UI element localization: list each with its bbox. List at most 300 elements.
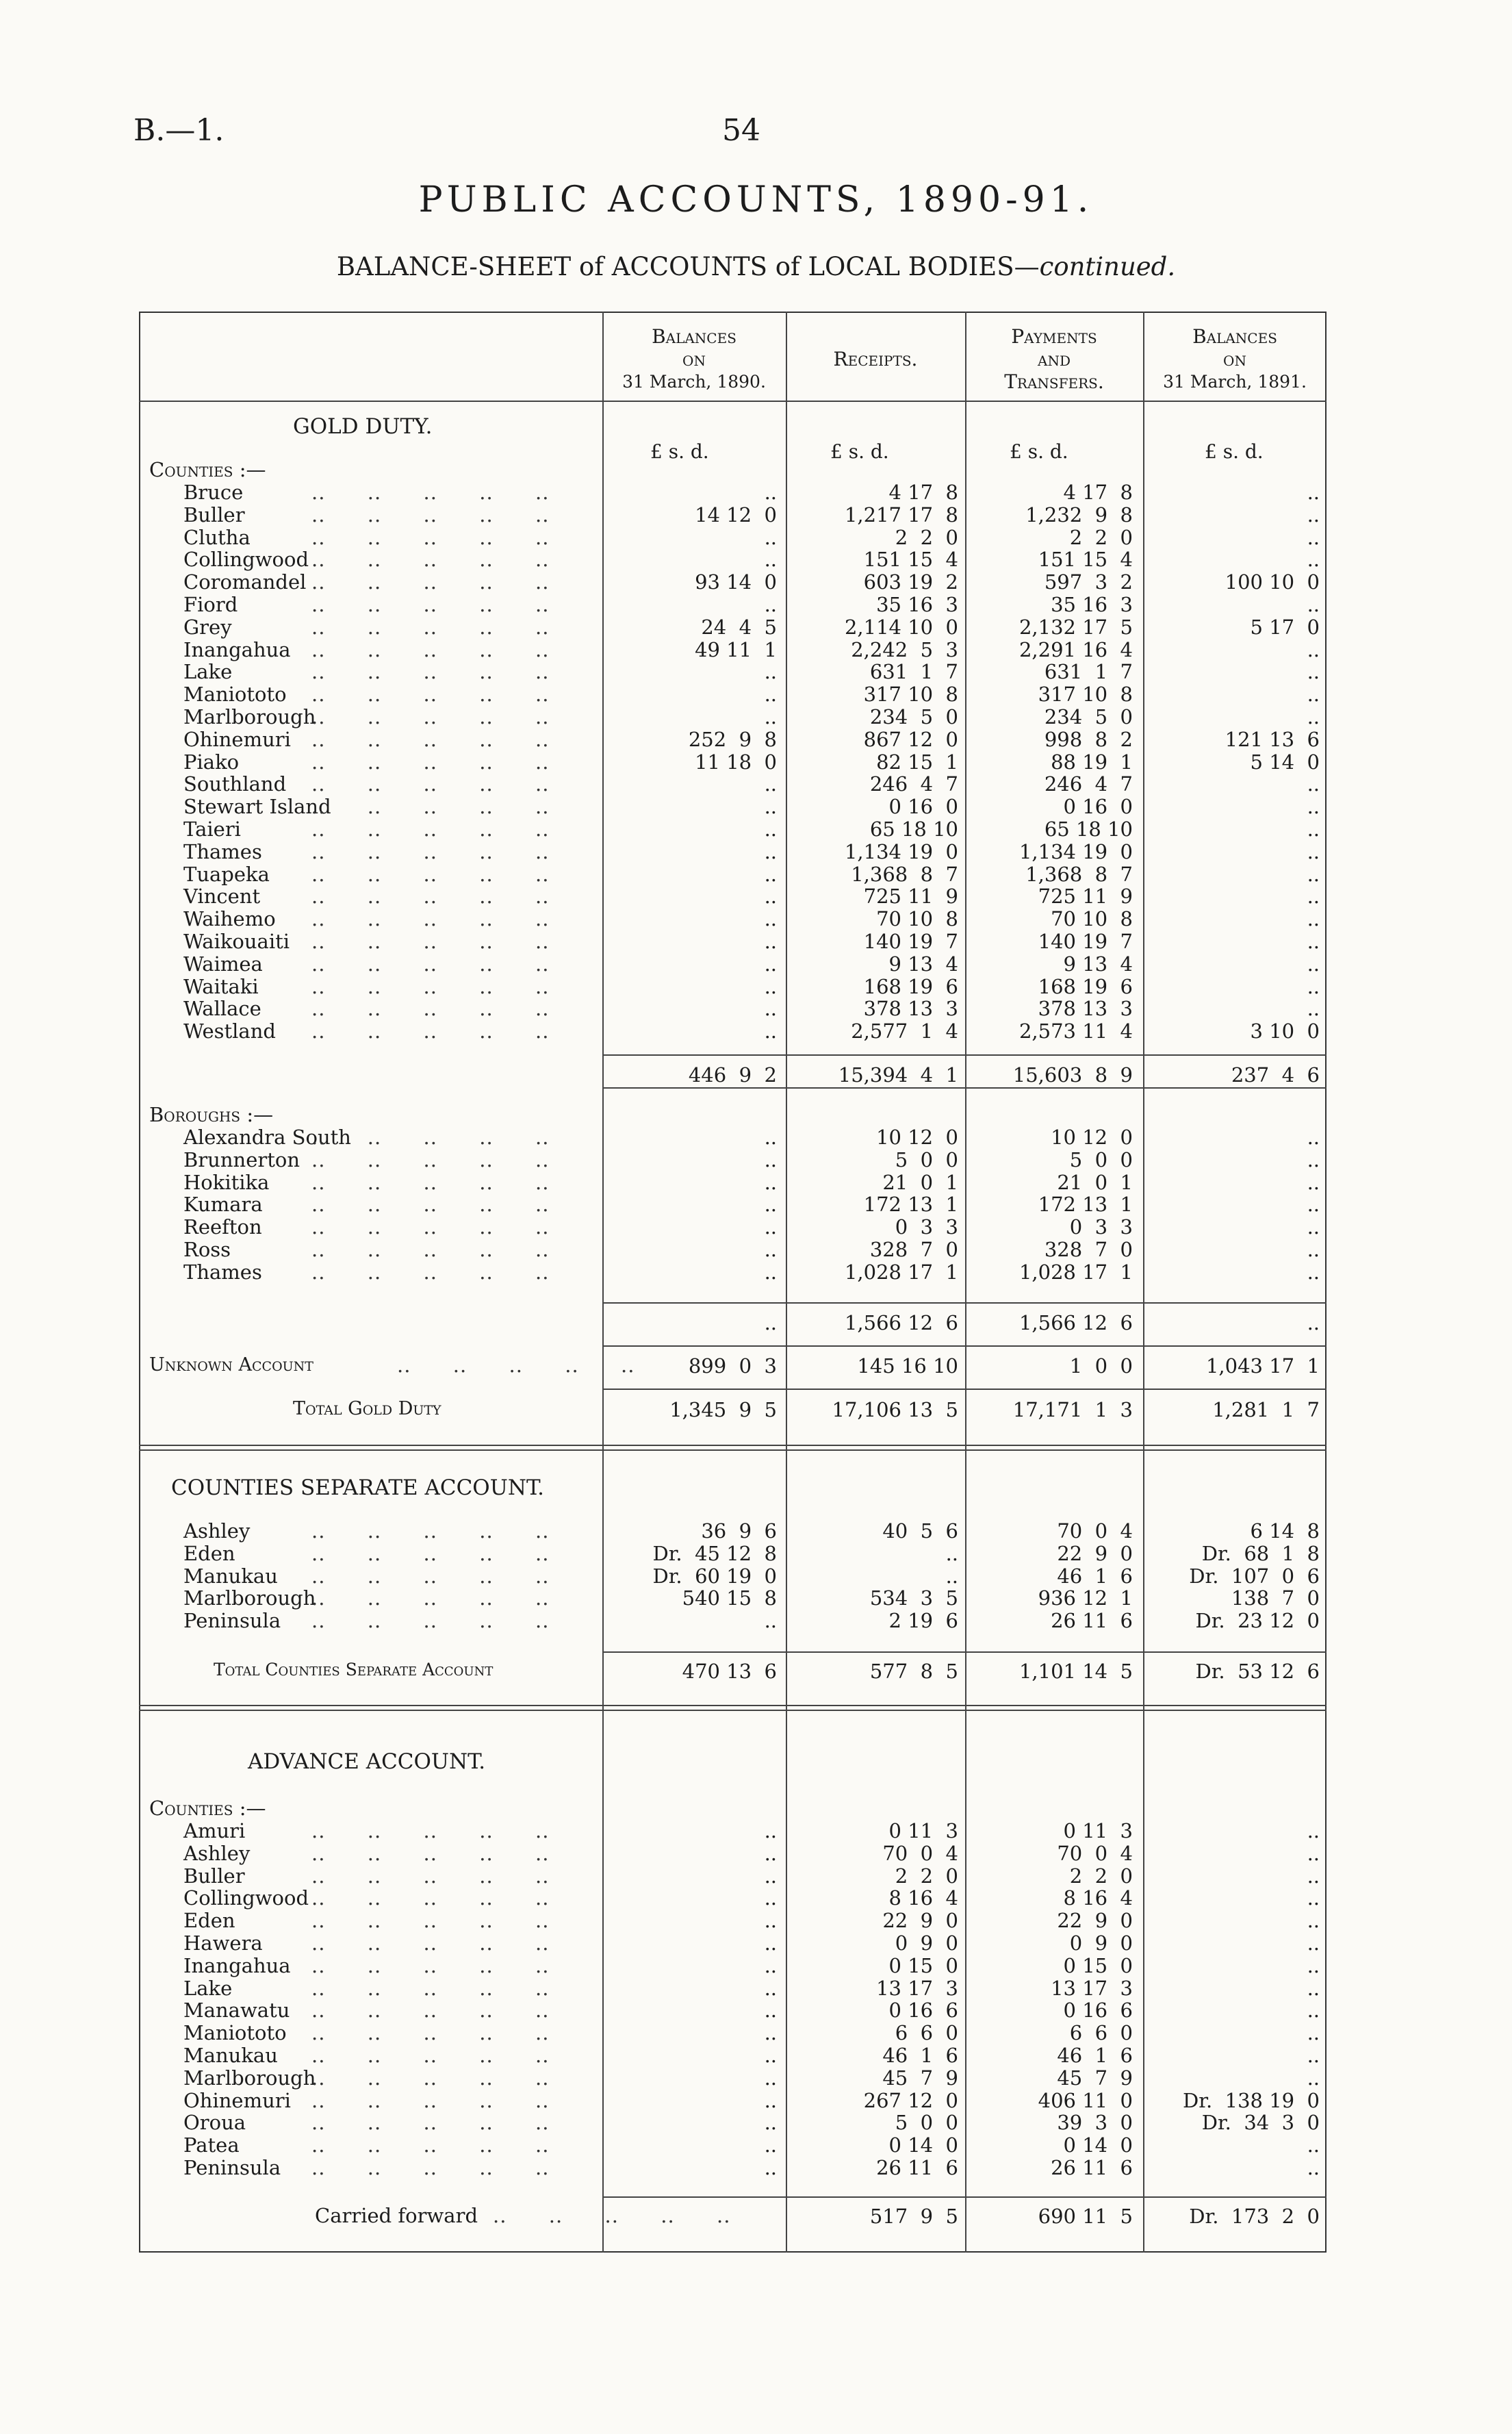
cell-value: 22 9 0 <box>882 1909 958 1933</box>
row-label: Ross <box>183 1238 231 1261</box>
cell-value: 328 7 0 <box>869 1238 958 1261</box>
leader-dots: .. .. .. .. .. <box>311 974 550 998</box>
column-header-receipts: Receipts. <box>833 348 918 370</box>
cell-value: 140 19 7 <box>863 930 958 953</box>
leader-dots: .. .. .. .. .. <box>311 907 550 931</box>
row-label: Inangahua <box>183 1953 291 1977</box>
row-label: Maniototo <box>183 683 287 707</box>
leader-dots: .. .. .. .. .. <box>311 1541 550 1565</box>
cell-value: 172 13 1 <box>863 1193 958 1217</box>
leader-dots: .. .. .. .. .. <box>311 1586 550 1610</box>
cell-value: 26 11 6 <box>1051 2156 1133 2179</box>
cell-value: 46 1 6 <box>1057 2044 1133 2067</box>
cell-value: 21 0 1 <box>882 1170 958 1194</box>
cell-value: 5 0 0 <box>895 2111 958 2135</box>
cell-value: .. <box>1307 1999 1320 2023</box>
cell-value: 36 9 6 <box>701 1519 777 1543</box>
cell-value: 140 19 7 <box>1038 930 1133 953</box>
cell-value: 1,217 17 8 <box>844 503 958 527</box>
cell-value: Dr. 107 0 6 <box>1189 1564 1320 1588</box>
cell-value: .. <box>1307 525 1320 549</box>
row-label: Buller <box>183 1864 245 1888</box>
cell-value: 13 17 3 <box>876 1976 958 2000</box>
row-label: Fiord <box>183 593 238 616</box>
leader-dots: .. .. .. .. .. <box>311 727 550 751</box>
cell-value: .. <box>1307 772 1320 796</box>
cell-value: 2 2 0 <box>895 525 958 549</box>
cell-value: 0 16 6 <box>888 1999 958 2023</box>
cell-value: .. <box>1307 997 1320 1021</box>
cell-value: 0 9 0 <box>895 1931 958 1955</box>
cell-value: .. <box>764 683 777 707</box>
cell-value: .. <box>1307 795 1320 819</box>
leader-dots: .. .. .. .. .. <box>311 817 550 841</box>
cell-value: 0 15 0 <box>1063 1953 1133 1977</box>
leader-dots: .. .. .. .. .. <box>311 705 550 728</box>
cell-value: Dr. 60 19 0 <box>652 1564 777 1588</box>
leader-dots: .. .. .. .. .. <box>311 2133 550 2157</box>
cell-value: 138 7 0 <box>1231 1586 1320 1610</box>
cell-value: .. <box>1307 705 1320 728</box>
cell-value: .. <box>764 839 777 863</box>
leader-dots: .. .. .. .. .. <box>311 2066 550 2090</box>
row-label: Brunnerton <box>183 1148 300 1171</box>
total-value: 1 0 0 <box>1069 1354 1133 1378</box>
leader-dots: .. .. .. .. .. <box>311 481 550 504</box>
cell-value: 10 12 0 <box>876 1126 958 1149</box>
cell-value: 168 19 6 <box>1038 974 1133 998</box>
leader-dots: .. .. .. .. .. <box>311 1886 550 1910</box>
cell-value: .. <box>1307 1909 1320 1933</box>
total-value: 446 9 2 <box>688 1063 777 1087</box>
total-value: 1,101 14 5 <box>1018 1660 1133 1683</box>
leader-dots: .. .. .. .. .. <box>311 862 550 886</box>
leader-dots: .. .. .. .. .. <box>311 1260 550 1284</box>
cell-value: .. <box>1307 974 1320 998</box>
subtotal-rule <box>602 1087 1327 1089</box>
row-label: Waihemo <box>183 907 276 931</box>
cell-value: .. <box>764 1931 777 1955</box>
cell-value: 70 0 4 <box>1057 1519 1133 1543</box>
row-label: Tuapeka <box>183 862 270 886</box>
row-label: Eden <box>183 1909 235 1933</box>
cell-value: .. <box>1307 637 1320 661</box>
leader-dots: .. .. .. .. .. <box>311 1148 550 1171</box>
cell-value: 6 6 0 <box>1069 2021 1133 2045</box>
cell-value: 2 2 0 <box>1069 1864 1133 1888</box>
cell-value: 0 3 3 <box>895 1215 958 1239</box>
total-value: 577 8 5 <box>869 1660 958 1683</box>
leader-dots: .. .. .. .. .. <box>311 615 550 639</box>
subtotal-rule <box>602 2196 1327 2198</box>
row-label: Taieri <box>183 817 241 841</box>
leader-dots: .. .. .. .. .. <box>311 2088 550 2112</box>
total-value: 899 0 3 <box>688 1354 777 1378</box>
leader-dots: .. .. .. .. .. <box>311 1519 550 1543</box>
row-label: Thames <box>183 1260 262 1284</box>
cell-value: 39 3 0 <box>1057 2111 1133 2135</box>
leader-dots: .. .. .. .. .. <box>311 570 550 594</box>
cell-value: .. <box>764 1819 777 1842</box>
cell-value: 24 4 5 <box>701 615 777 639</box>
cell-value: 0 3 3 <box>1069 1215 1133 1239</box>
cell-value: 5 0 0 <box>895 1148 958 1171</box>
leader-dots: .. .. .. .. .. <box>311 2021 550 2045</box>
cell-value: 540 15 8 <box>682 1586 777 1610</box>
page-subtitle: BALANCE-SHEET of ACCOUNTS of LOCAL BODIES—continued. <box>336 252 1176 281</box>
cell-value: 0 16 0 <box>1063 795 1133 819</box>
row-label: Manukau <box>183 2044 278 2067</box>
cell-value: .. <box>764 1148 777 1171</box>
cell-value: 121 13 6 <box>1225 727 1320 751</box>
cell-value: .. <box>764 974 777 998</box>
cell-value: 46 1 6 <box>882 2044 958 2067</box>
cell-value: 0 14 0 <box>1063 2133 1133 2157</box>
total-value: 15,394 4 1 <box>838 1063 958 1087</box>
total-value: 1,566 12 6 <box>844 1311 958 1334</box>
leader-dots: .. .. .. .. .. <box>311 1976 550 2000</box>
cell-value: .. <box>1307 1148 1320 1171</box>
cell-value: .. <box>764 1019 777 1043</box>
cell-value: 5 0 0 <box>1069 1148 1133 1171</box>
cell-value: .. <box>1307 660 1320 684</box>
row-label: Thames <box>183 839 262 863</box>
cell-value: .. <box>764 1609 777 1633</box>
cell-value: .. <box>1307 839 1320 863</box>
cell-value: .. <box>764 2021 777 2045</box>
cell-value: 2,242 5 3 <box>851 637 958 661</box>
cell-value: .. <box>945 1564 958 1588</box>
cell-value: 328 7 0 <box>1044 1238 1133 1261</box>
cell-value: 70 10 8 <box>876 907 958 931</box>
cell-value: .. <box>764 1193 777 1217</box>
cell-value: 100 10 0 <box>1225 570 1320 594</box>
cell-value: 0 16 0 <box>888 795 958 819</box>
cell-value: .. <box>1307 1170 1320 1194</box>
row-label-total-gold-duty: Total Gold Duty <box>293 1398 441 1419</box>
cell-value: 45 7 9 <box>1057 2066 1133 2090</box>
cell-value: .. <box>764 885 777 909</box>
leader-dots: .. .. .. .. .. <box>311 593 550 616</box>
leader-dots: .. .. .. .. .. <box>311 1215 550 1239</box>
section-title-counties-separate: COUNTIES SEPARATE ACCOUNT. <box>171 1475 544 1500</box>
cell-value: .. <box>1307 1864 1320 1888</box>
column-header-payments: Payments and Transfers. <box>1004 325 1104 393</box>
section-double-rule <box>139 1445 1327 1451</box>
cell-value: 867 12 0 <box>863 727 958 751</box>
cell-value: 998 8 2 <box>1044 727 1133 751</box>
document-reference: B.—1. <box>133 113 225 148</box>
cell-value: .. <box>764 772 777 796</box>
cell-value: 252 9 8 <box>688 727 777 751</box>
cell-value: .. <box>764 1999 777 2023</box>
total-value: 470 13 6 <box>682 1660 777 1683</box>
cell-value: 14 12 0 <box>695 503 777 527</box>
cell-value: 1,232 9 8 <box>1025 503 1133 527</box>
row-label: Lake <box>183 1976 233 2000</box>
cell-value: .. <box>764 795 777 819</box>
row-label: Hokitika <box>183 1170 270 1194</box>
cell-value: .. <box>764 817 777 841</box>
cell-value: .. <box>1307 1193 1320 1217</box>
leader-dots: .. .. .. .. .. <box>311 660 550 684</box>
total-value: 690 11 5 <box>1038 2205 1133 2228</box>
section-double-rule <box>139 1705 1327 1711</box>
cell-value: .. <box>1307 503 1320 527</box>
cell-value: 49 11 1 <box>695 637 777 661</box>
cell-value: 2 2 0 <box>895 1864 958 1888</box>
leader-dots: .. .. .. .. .. <box>311 885 550 909</box>
cell-value: 378 13 3 <box>1038 997 1133 1021</box>
row-label: Ohinemuri <box>183 727 291 751</box>
cell-value: 26 11 6 <box>876 2156 958 2179</box>
cell-value: 45 7 9 <box>882 2066 958 2090</box>
row-label: Inangahua <box>183 637 291 661</box>
cell-value: .. <box>1307 2133 1320 2157</box>
cell-value: .. <box>1307 930 1320 953</box>
row-label: Marlborough <box>183 705 316 728</box>
cell-value: 1,368 8 7 <box>1025 862 1133 886</box>
row-label: Ohinemuri <box>183 2088 291 2112</box>
cell-value: 10 12 0 <box>1051 1126 1133 1149</box>
leader-dots: .. .. .. .. .. <box>311 1953 550 1977</box>
subtotal-rule <box>602 1054 1327 1056</box>
leader-dots: .. .. .. .. .. <box>311 1999 550 2023</box>
cell-value: .. <box>764 1260 777 1284</box>
cell-value: Dr. 68 1 8 <box>1201 1541 1320 1565</box>
cell-value: 234 5 0 <box>1044 705 1133 728</box>
cell-value: 378 13 3 <box>863 997 958 1021</box>
cell-value: 8 16 4 <box>888 1886 958 1910</box>
cell-value: .. <box>764 1976 777 2000</box>
row-label: Oroua <box>183 2111 246 2135</box>
cell-value: .. <box>764 1170 777 1194</box>
cell-value: .. <box>1307 1841 1320 1865</box>
leader-dots: .. .. .. .. .. <box>311 637 550 661</box>
cell-value: 234 5 0 <box>869 705 958 728</box>
cell-value: .. <box>1307 907 1320 931</box>
cell-value: 246 4 7 <box>1044 772 1133 796</box>
cell-value: .. <box>1307 548 1320 572</box>
row-label: Wallace <box>183 997 261 1021</box>
cell-value: .. <box>1307 2021 1320 2045</box>
cell-value: 151 15 4 <box>863 548 958 572</box>
cell-value: .. <box>1307 2066 1320 2090</box>
row-label: Piako <box>183 750 240 774</box>
total-value: 1,566 12 6 <box>1018 1311 1133 1334</box>
cell-value: .. <box>1307 2156 1320 2179</box>
cell-value: .. <box>764 1886 777 1910</box>
row-label-total-separate: Total Counties Separate Account <box>214 1660 494 1679</box>
cell-value: 70 10 8 <box>1051 907 1133 931</box>
cell-value: 1,368 8 7 <box>851 862 958 886</box>
cell-value: .. <box>764 1215 777 1239</box>
row-label: Coromandel <box>183 570 307 594</box>
header-rule <box>139 401 1327 402</box>
cell-value: .. <box>1307 593 1320 616</box>
cell-value: .. <box>1307 1931 1320 1955</box>
cell-value: 65 18 10 <box>1044 817 1133 841</box>
cell-value: .. <box>764 1864 777 1888</box>
cell-value: .. <box>764 1238 777 1261</box>
cell-value: .. <box>764 1841 777 1865</box>
cell-value: .. <box>764 862 777 886</box>
subtotal-rule <box>602 1389 1327 1390</box>
leader-dots: .. .. .. .. .. <box>311 1819 550 1842</box>
leader-dots: .. .. .. .. .. <box>311 525 550 549</box>
cell-value: 2,577 1 4 <box>851 1019 958 1043</box>
cell-value: .. <box>764 1909 777 1933</box>
cell-value: 2 2 0 <box>1069 525 1133 549</box>
leader-dots: .. .. .. .. .. <box>311 1193 550 1217</box>
row-label: Waikouaiti <box>183 930 290 953</box>
row-label: Hawera <box>183 1931 263 1955</box>
row-label: Bruce <box>183 481 244 504</box>
cell-value: 317 10 8 <box>863 683 958 707</box>
group-label-counties: Counties :— <box>149 1797 266 1820</box>
row-label: Vincent <box>183 885 261 909</box>
row-label: Grey <box>183 615 232 639</box>
cell-value: Dr. 138 19 0 <box>1183 2088 1320 2112</box>
total-value: Dr. 53 12 6 <box>1195 1660 1320 1683</box>
leader-dots: .. .. .. .. .. <box>311 1841 550 1865</box>
cell-value: .. <box>764 2156 777 2179</box>
leader-dots: .. .. .. .. .. <box>311 839 550 863</box>
cell-value: 40 5 6 <box>882 1519 958 1543</box>
cell-value: 4 17 8 <box>1063 481 1133 504</box>
cell-value: .. <box>1307 1953 1320 1977</box>
leader-dots: .. .. .. .. .. <box>311 683 550 707</box>
cell-value: 88 19 1 <box>1051 750 1133 774</box>
total-value: Dr. 173 2 0 <box>1189 2205 1320 2228</box>
leader-dots: .. .. .. .. .. <box>311 1238 550 1261</box>
subtotal-rule <box>602 1651 1327 1653</box>
cell-value: 6 14 8 <box>1250 1519 1320 1543</box>
row-label: Peninsula <box>183 1609 281 1633</box>
cell-value: .. <box>1307 1260 1320 1284</box>
cell-value: 2,573 11 4 <box>1018 1019 1133 1043</box>
leader-dots: .. .. .. .. .. <box>311 1864 550 1888</box>
row-label-unknown-account: Unknown Account <box>149 1354 313 1376</box>
page-title: PUBLIC ACCOUNTS, 1890-91. <box>418 179 1094 220</box>
cell-value: .. <box>764 1126 777 1149</box>
cell-value: 21 0 1 <box>1057 1170 1133 1194</box>
cell-value: 5 17 0 <box>1250 615 1320 639</box>
column-header-balances-1890: Balances on 31 March, 1890. <box>622 325 766 392</box>
cell-value: .. <box>1307 817 1320 841</box>
leader-dots: .. .. .. .. .. <box>311 952 550 976</box>
cell-value: 936 12 1 <box>1038 1586 1133 1610</box>
leader-dots: .. .. .. .. .. <box>311 1931 550 1955</box>
units-header: £ s. d. <box>830 440 889 463</box>
cell-value: 0 16 6 <box>1063 1999 1133 2023</box>
cell-value: .. <box>764 481 777 504</box>
cell-value: 65 18 10 <box>869 817 958 841</box>
cell-value: .. <box>1307 952 1320 976</box>
cell-value: 597 3 2 <box>1044 570 1133 594</box>
cell-value: 172 13 1 <box>1038 1193 1133 1217</box>
row-label: Patea <box>183 2133 240 2157</box>
cell-value: .. <box>764 1953 777 1977</box>
total-value: 145 16 10 <box>857 1354 958 1378</box>
row-label: Marlborough <box>183 2066 316 2090</box>
cell-value: .. <box>764 930 777 953</box>
leader-dots: .. .. .. .. .. <box>311 750 550 774</box>
cell-value: 22 9 0 <box>1057 1909 1133 1933</box>
total-value: 1,345 9 5 <box>669 1398 777 1421</box>
cell-value: 631 1 7 <box>869 660 958 684</box>
leader-dots: .. .. .. .. .. <box>311 1019 550 1043</box>
leader-dots: .. .. .. .. .. <box>311 548 550 572</box>
cell-value: 725 11 9 <box>863 885 958 909</box>
cell-value: 70 0 4 <box>1057 1841 1133 1865</box>
row-label: Reefton <box>183 1215 262 1239</box>
cell-value: 35 16 3 <box>1051 593 1133 616</box>
cell-value: 2,114 10 0 <box>844 615 958 639</box>
cell-value: 1,028 17 1 <box>1018 1260 1133 1284</box>
row-label: Waimea <box>183 952 263 976</box>
cell-value: 725 11 9 <box>1038 885 1133 909</box>
units-header: £ s. d. <box>650 440 709 463</box>
cell-value: .. <box>764 997 777 1021</box>
cell-value: .. <box>1307 1238 1320 1261</box>
row-label: Manawatu <box>183 1999 290 2023</box>
cell-value: 0 15 0 <box>888 1953 958 1977</box>
cell-value: 5 14 0 <box>1250 750 1320 774</box>
leader-dots: .. .. .. .. .. <box>311 1170 550 1194</box>
cell-value: 151 15 4 <box>1038 548 1133 572</box>
leader-dots: .. .. .. .. .. <box>311 503 550 527</box>
cell-value: .. <box>764 907 777 931</box>
row-label: Ashley <box>183 1841 251 1865</box>
row-label: Waitaki <box>183 974 259 998</box>
cell-value: .. <box>764 660 777 684</box>
cell-value: 46 1 6 <box>1057 1564 1133 1588</box>
cell-value: Dr. 34 3 0 <box>1201 2111 1320 2135</box>
row-label: Alexandra South <box>183 1126 351 1149</box>
cell-value: .. <box>1307 683 1320 707</box>
leader-dots: .. .. .. .. .. <box>311 1609 550 1633</box>
cell-value: 2 19 6 <box>888 1609 958 1633</box>
row-label: Peninsula <box>183 2156 281 2179</box>
cell-value: 2,132 17 5 <box>1018 615 1133 639</box>
row-label: Ashley <box>183 1519 251 1543</box>
total-value: 1,043 17 1 <box>1205 1354 1320 1378</box>
cell-value: 35 16 3 <box>876 593 958 616</box>
row-label: Marlborough <box>183 1586 316 1610</box>
cell-value: 168 19 6 <box>863 974 958 998</box>
cell-value: 1,134 19 0 <box>1018 839 1133 863</box>
cell-value: .. <box>764 2088 777 2112</box>
cell-value: .. <box>1307 1976 1320 2000</box>
cell-value: 9 13 4 <box>1063 952 1133 976</box>
leader-dots: .. .. .. .. .. <box>311 795 550 819</box>
cell-value: .. <box>764 2133 777 2157</box>
cell-value: .. <box>1307 1819 1320 1842</box>
cell-value: .. <box>945 1541 958 1565</box>
row-label: Stewart Island <box>183 795 331 819</box>
cell-value: .. <box>1307 1126 1320 1149</box>
leader-dots: .. .. .. .. .. <box>311 1564 550 1588</box>
cell-value: 0 11 3 <box>1063 1819 1133 1842</box>
cell-value: 317 10 8 <box>1038 683 1133 707</box>
row-label: Clutha <box>183 525 251 549</box>
subtotal-rule <box>602 1345 1327 1347</box>
row-label: Southland <box>183 772 287 796</box>
cell-value: 8 16 4 <box>1063 1886 1133 1910</box>
total-value: 17,106 13 5 <box>832 1398 958 1421</box>
section-title-gold-duty: GOLD DUTY. <box>293 414 433 439</box>
